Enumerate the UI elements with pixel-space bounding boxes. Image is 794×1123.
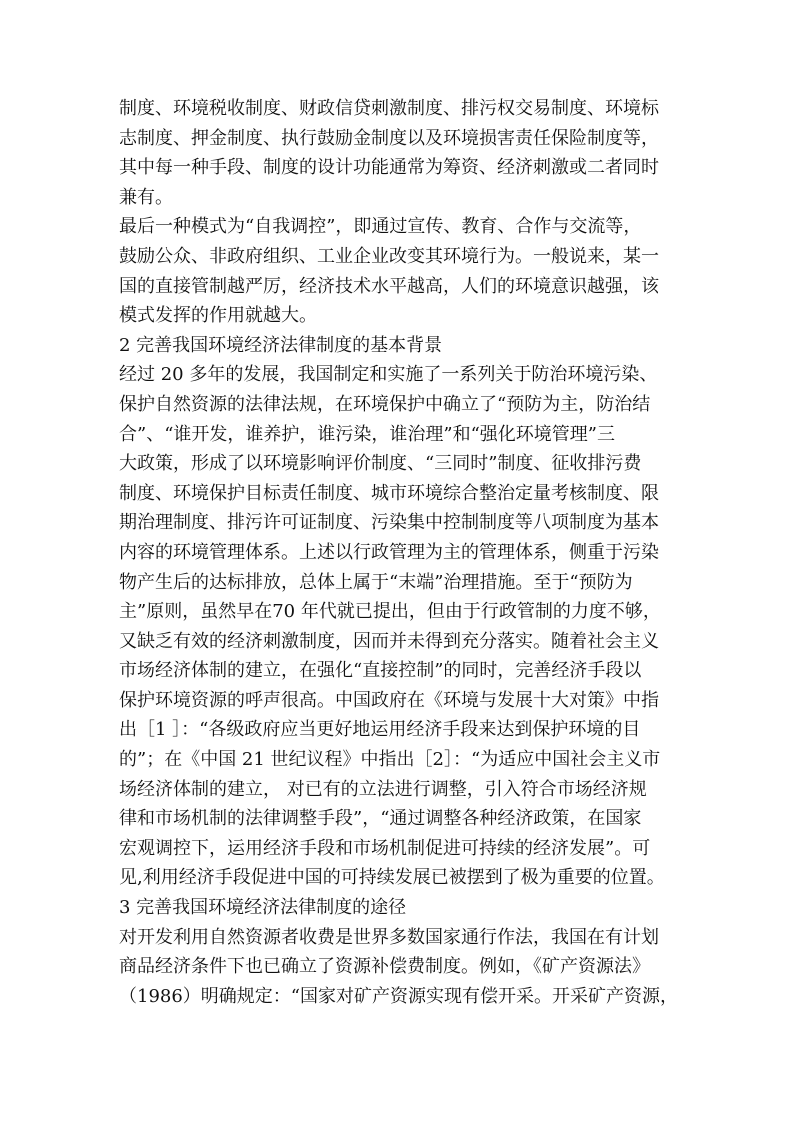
paragraph-approaches	[119, 923, 684, 1012]
text-line: 最后一种模式为“自我调控”，即通过宣传、教育、合作与交流等，	[119, 216, 642, 238]
text-line: 场经济体制的建立， 对已有的立法进行调整，引入符合市场经济规	[119, 778, 647, 800]
text-line: 期治理制度、排污许可证制度、污染集中控制制度等八项制度为基本	[119, 512, 659, 534]
text-line: 内容的环境管理体系。上述以行政管理为主的管理体系，侧重于污染	[119, 541, 659, 563]
text-line: 主”原则，虽然早在70 年代就已提出，但由于行政管制的力度不够，	[119, 601, 661, 623]
text-line: （1986）明确规定：“国家对矿产资源实现有偿开采。开采矿产资源，	[119, 985, 679, 1007]
document-body	[119, 94, 684, 1011]
text-line: 的”；在《中国 21 世纪议程》中指出［2］：“为适应中国社会主义市	[119, 749, 661, 771]
section-heading-3: 3 完善我国环境经济法律制度的途径	[119, 897, 407, 919]
text-line: 兼有。	[119, 186, 173, 208]
text-line: 制度、环境保护目标责任制度、城市环境综合整治定量考核制度、限	[119, 482, 659, 504]
text-line: 模式发挥的作用就越大。	[119, 305, 317, 327]
text-line: 物产生后的达标排放，总体上属于“末端”治理措施。至于“预防为	[119, 571, 633, 593]
text-line: 合”、“谁开发，谁养护，谁污染，谁治理”和“强化环境管理”三	[119, 423, 616, 445]
text-line: 其中每一种手段、制度的设计功能通常为筹资、经济刺激或二者同时	[119, 157, 659, 179]
text-line: 市场经济体制的建立，在强化“直接控制”的同时，完善经济手段以	[119, 660, 642, 682]
text-line: 大政策，形成了以环境影响评价制度、“三同时”制度、征收排污费	[119, 453, 642, 475]
section-heading-2: 2 完善我国环境经济法律制度的基本背景	[119, 334, 443, 356]
text-line: 制度、环境税收制度、财政信贷刺激制度、排污权交易制度、环境标	[119, 98, 659, 119]
text-line: 见,利用经济手段促进中国的可持续发展已被摆到了极为重要的位置。	[119, 867, 665, 889]
text-line: 保护环境资源的呼声很高。中国政府在《环境与发展十大对策》中指	[119, 689, 659, 711]
paragraph-self-regulation	[119, 212, 684, 330]
text-line: 鼓励公众、非政府组织、工业企业改变其环境行为。一般说来，某一	[119, 245, 659, 267]
text-line: 又缺乏有效的经济刺激制度，因而并未得到充分落实。随着社会主义	[119, 630, 659, 652]
paragraph-environmental-instruments	[119, 94, 684, 212]
text-line: 商品经济条件下也已确立了资源补偿费制度。例如，《矿产资源法》	[119, 956, 650, 978]
text-line: 经过 20 多年的发展，我国制定和实施了一系列关于防治环境污染、	[119, 364, 658, 386]
text-line: 律和市场机制的法律调整手段”，“通过调整各种经济政策，在国家	[119, 808, 642, 830]
text-line: 宏观调控下，运用经济手段和市场机制促进可持续的经济发展”。可	[119, 837, 651, 859]
text-line: 对开发利用自然资源者收费是世界多数国家通行作法，我国在有计划	[119, 926, 659, 948]
text-line: 出［1 ］：“各级政府应当更好地运用经济手段来达到保护环境的目	[119, 719, 641, 741]
text-line: 保护自然资源的法律法规，在环境保护中确立了“预防为主，防治结	[119, 393, 651, 415]
paragraph-background	[119, 360, 684, 893]
text-line: 国的直接管制越严厉，经济技术水平越高，人们的环境意识越强，该	[119, 275, 659, 297]
text-line: 志制度、押金制度、执行鼓励金制度以及环境损害责任保险制度等，	[119, 127, 659, 149]
